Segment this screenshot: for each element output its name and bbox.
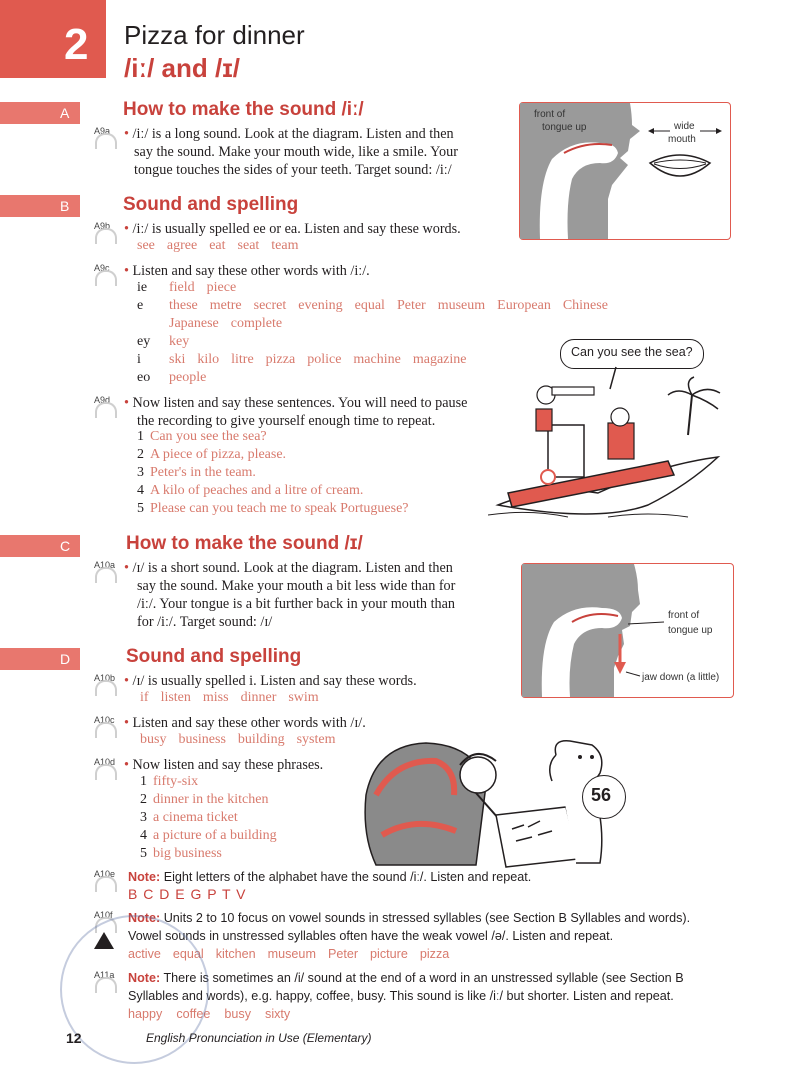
b1-words: see agree eat seat team — [137, 238, 299, 253]
phrase-item: 4 a picture of a building — [140, 828, 277, 843]
spelling-code: ie — [137, 280, 148, 295]
unit-number: 2 — [64, 20, 89, 69]
section-c-text: • /ɪ/ is a short sound. Look at the diagram. Listen and then say the sound. Make your mouth a bit less wide than for /iː/. Your tongue is a bit further back in your mouth than for /iː/. Target sound: /ɪ/ — [124, 560, 456, 630]
section-tab-a: A — [0, 102, 80, 124]
b2-text: • Listen and say these other words with /iː/. — [124, 263, 370, 279]
boat-illustration — [488, 365, 738, 525]
note-f-words: active equal kitchen museum Peter picture pizza — [128, 947, 450, 961]
sentence-item: 1 Can you see the sea? — [137, 429, 267, 444]
audio-track-icon[interactable]: A9b — [92, 221, 118, 243]
spelling-words: these metre secret evening equal Peter museum European Chinese — [169, 298, 608, 313]
unit-title: Pizza for dinner — [124, 20, 305, 50]
mouth-diagram-ɪ — [521, 563, 734, 698]
spelling-words: key — [169, 334, 190, 349]
phrase-item: 5 big business — [140, 846, 222, 861]
diagram-label: front of — [668, 610, 700, 621]
note-g-line2: Syllables and words), e.g. happy, coffee, busy. This sound is like /iː/ but shorter. Listen and repeat. — [128, 989, 674, 1003]
note-g-line1: Note: There is sometimes an /i/ sound at the end of a word in an unstressed syllable (see Section B — [128, 971, 684, 985]
spelling-code: i — [137, 352, 141, 367]
mouth-diagram-iː — [519, 102, 731, 240]
spelling-code: e — [137, 298, 144, 313]
d1-text: • /ɪ/ is usually spelled i. Listen and say these words. — [124, 673, 417, 689]
audio-track-icon[interactable]: A10c — [92, 715, 118, 737]
phrase-item: 2 dinner in the kitchen — [140, 792, 269, 807]
note-g-words: happy coffee busy sixty — [128, 1007, 291, 1021]
section-c-heading: How to make the sound /ɪ/ — [126, 533, 363, 554]
spelling-code: eo — [137, 370, 151, 385]
phrase-item: 3 a cinema ticket — [140, 810, 238, 825]
diagram-label: wide — [674, 121, 695, 132]
audio-track-icon[interactable]: A9d — [92, 395, 118, 417]
section-a-text: • /iː/ is a long sound. Look at the diagram. Listen and then say the sound. Make your mouth wide, like a smile. Your tongue touches the sides of your teeth. Target sound: /iː/ — [124, 126, 458, 178]
section-d-heading: Sound and spelling — [126, 646, 302, 667]
note-f-line1: Note: Units 2 to 10 focus on vowel sounds in stressed syllables (see Section B Syllables and words). — [128, 911, 691, 925]
page-number: 12 — [66, 1030, 82, 1046]
sentence-item: 5 Please can you teach me to speak Portuguese? — [137, 501, 409, 516]
section-a-heading: How to make the sound /iː/ — [123, 99, 364, 120]
unit-number-box — [0, 0, 106, 78]
spelling-words: ski kilo litre pizza police machine magazine — [169, 352, 467, 367]
audio-track-icon[interactable]: A10b — [92, 673, 118, 695]
section-tab-c: C — [0, 535, 80, 557]
number-badge: 56 — [582, 775, 626, 819]
phrase-item: 1 fifty-six — [140, 774, 199, 789]
b1-text: • /iː/ is usually spelled ee or ea. Listen and say these words. — [124, 221, 461, 237]
diagram-label: front of — [534, 109, 566, 120]
section-tab-d: D — [0, 648, 80, 670]
audio-track-icon[interactable]: A10d — [92, 757, 118, 779]
diagram-label: tongue up — [542, 122, 587, 133]
sentence-item: 3 Peter's in the team. — [137, 465, 256, 480]
sentence-item: 2 A piece of pizza, please. — [137, 447, 287, 462]
note-f-line2: Vowel sounds in unstressed syllables often have the weak vowel /ə/. Listen and repeat. — [128, 929, 614, 943]
audio-track-icon[interactable]: A10a — [92, 560, 118, 582]
spelling-words: field piece — [169, 280, 237, 295]
diagram-label: mouth — [668, 134, 696, 145]
section-b-heading: Sound and spelling — [123, 194, 299, 215]
d2-words: busy business building system — [140, 732, 336, 747]
sentence-item: 4 A kilo of peaches and a litre of cream. — [137, 483, 364, 498]
d2-text: • Listen and say these other words with /ɪ/. — [124, 715, 366, 731]
spelling-code: ey — [137, 334, 151, 349]
audio-track-icon[interactable]: A11a — [92, 970, 118, 992]
note-e: Note: Eight letters of the alphabet have the sound /iː/. Listen and repeat. — [128, 870, 532, 884]
spelling-words: Japanese complete — [169, 316, 283, 331]
d1-words: if listen miss dinner swim — [140, 690, 319, 705]
audio-track-icon[interactable]: A10e — [92, 869, 118, 891]
audio-track-icon[interactable]: A9a — [92, 126, 118, 148]
audio-track-icon[interactable]: A10f — [92, 910, 118, 932]
alphabet-letters: B C D E G P T V — [128, 886, 247, 902]
speech-bubble: Can you see the sea? — [560, 339, 704, 369]
unit-subtitle: /iː/ and /ɪ/ — [124, 53, 240, 83]
b3-text: • Now listen and say these sentences. You will need to pause the recording to give yourself enough time to repeat. — [124, 395, 468, 429]
audio-track-icon[interactable]: A9c — [92, 263, 118, 285]
book-title: English Pronunciation in Use (Elementary) — [146, 1031, 372, 1045]
section-tab-b: B — [0, 195, 80, 217]
diagram-label: jaw down (a little) — [642, 672, 720, 683]
diagram-label: tongue up — [668, 625, 713, 636]
spelling-words: people — [169, 370, 207, 385]
d3-text: • Now listen and say these phrases. — [124, 757, 324, 773]
